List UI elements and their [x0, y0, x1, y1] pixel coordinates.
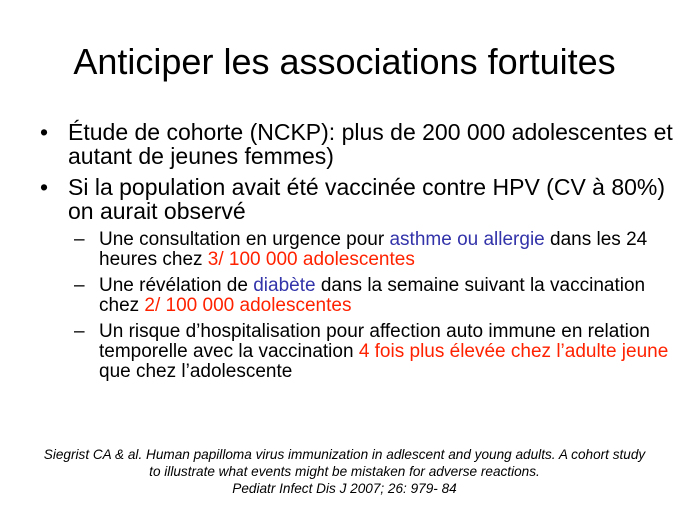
dash-icon: – — [74, 321, 85, 342]
bullet-item-cohort-study — [28, 120, 678, 168]
subitem-text: Un risque d’hospitalisation pour affection auto immune en relation temporelle avec la vaccination — [99, 321, 650, 362]
reference-line-2: to illustrate what events might be mistaken for adverse reactions. — [149, 464, 540, 479]
subitem-text: que chez l’adolescente — [99, 361, 293, 382]
dash-icon: – — [74, 229, 85, 250]
subitem-text: Une consultation en urgence pour — [99, 229, 390, 250]
subitem-autoimmune-hospitalisation — [28, 322, 678, 382]
bullet-text: Si la population avait été vaccinée contre HPV (CV à 80%) on aurait observé — [68, 174, 666, 224]
reference-citation — [0, 446, 689, 497]
highlight-diabetes: diabète — [253, 275, 316, 296]
highlight-rate-3-per-100000: 3/ 100 000 adolescentes — [207, 249, 415, 270]
subitem-diabetes — [28, 276, 678, 316]
subitem-text: dans la semaine suivant la vaccination chez — [99, 275, 646, 316]
bullet-icon: • — [40, 119, 49, 145]
reference-line-1: Siegrist CA & al. Human papilloma virus immunization in adlescent and young adults. A cohort study — [43, 447, 646, 462]
bullet-list — [28, 120, 678, 388]
subitem-text: dans les 24 heures chez — [99, 229, 648, 270]
highlight-asthma-allergy: asthme ou allergie — [389, 229, 545, 250]
bullet-text: Étude de cohorte (NCKP): plus de 200 000 adolescentes et autant de jeunes femmes) — [68, 119, 673, 169]
highlight-4-times-higher: 4 fois plus élevée chez l’adulte jeune — [358, 341, 669, 362]
dash-icon: – — [74, 275, 85, 296]
slide-title: Anticiper les associations fortuites — [73, 41, 616, 82]
reference-line-3: Pediatr Infect Dis J 2007; 26: 979- 84 — [232, 481, 457, 496]
highlight-rate-2-per-100000: 2/ 100 000 adolescentes — [144, 295, 352, 316]
subitem-text: Une révélation de — [99, 275, 254, 296]
bullet-icon: • — [40, 174, 49, 200]
bullet-item-vaccination-scenario — [28, 175, 678, 223]
subitem-asthma-allergy — [28, 230, 678, 270]
